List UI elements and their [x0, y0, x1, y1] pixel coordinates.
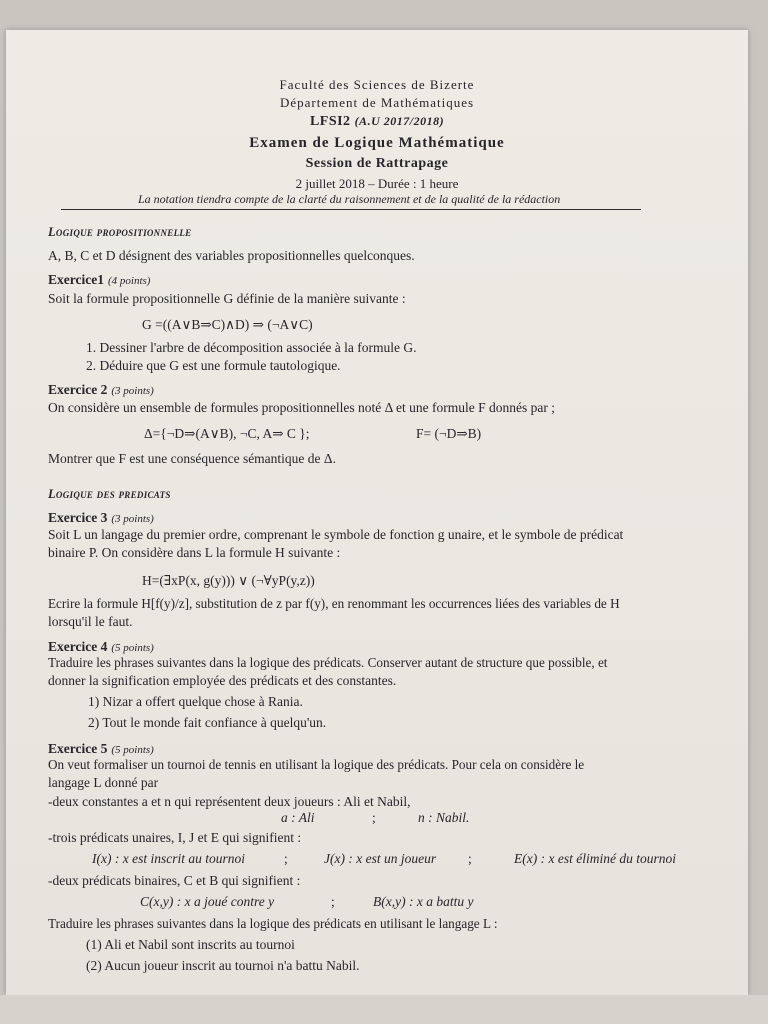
header-rule — [61, 209, 641, 210]
exercise1-points: (4 points) — [107, 275, 151, 287]
predicate-b: B(x,y) : x a battu y — [373, 894, 474, 909]
formula-h: H=(∃xP(x, g(y))) ∨ (¬∀yP(y,z)) — [142, 573, 315, 588]
exercise1-question-2: 2. Déduire que G est une formule tautologique. — [86, 358, 341, 373]
section-title-propositional: Logique propositionnelle — [48, 225, 192, 239]
constants-intro: -deux constantes a et n qui représentent deux joueurs : Ali et Nabil, — [48, 794, 411, 809]
exercise5-sentence-2: (2) Aucun joueur inscrit au tournoi n'a battu Nabil. — [86, 958, 360, 973]
exam-title: Examen de Logique Mathématique — [249, 135, 505, 151]
exercise4-line-2: donner la signification employée des prédicats et des constantes. — [48, 673, 397, 688]
formula-g: G =((A∨B⇒C)∧D) ⇒ (¬A∨C) — [142, 317, 313, 332]
predicate-separator-2: ; — [468, 851, 472, 866]
exercise1-question-1: 1. Dessiner l'arbre de décomposition associée à la formule G. — [86, 340, 417, 355]
predicate-i: I(x) : x est inscrit au tournoi — [92, 851, 245, 866]
exercise5-line-2: langage L donné par — [48, 775, 159, 790]
exam-sheet — [6, 30, 748, 995]
exercise2-question: Montrer que F est une conséquence sémantique de Δ. — [48, 451, 336, 466]
binary-predicates-intro: -deux prédicats binaires, C et B qui signifient : — [48, 873, 301, 888]
page-edge — [0, 995, 768, 1024]
predicate-separator-3: ; — [331, 894, 335, 909]
exercise4-points: (5 points) — [111, 642, 154, 654]
constant-a: a : Ali — [281, 810, 315, 825]
formula-delta: Δ={¬D⇒(A∨B), ¬C, A⇒ C }; — [144, 426, 310, 441]
level-year — [6, 114, 748, 130]
exercise5-sentence-1: (1) Ali et Nabil sont inscrits au tournoi — [86, 937, 295, 952]
level: LFSI2 — [309, 114, 351, 129]
exercise5-heading — [48, 740, 154, 758]
academic-year: (A.U 2017/2018) — [354, 114, 445, 128]
exercise5-translate: Traduire les phrases suivantes dans la logique des prédicats en utilisant le langage L : — [48, 916, 498, 931]
exercise3-points: (3 points) — [111, 513, 154, 525]
exercise4-heading — [48, 638, 154, 656]
part1-intro: A, B, C et D désignent des variables propositionnelles quelconques. — [48, 248, 415, 263]
exercise3-heading — [48, 509, 154, 527]
exercise4-line-1: Traduire les phrases suivantes dans la logique des prédicats. Conserver autant de structure que possible, et — [48, 655, 608, 670]
exercise3-line-1: Soit L un langage du premier ordre, comprenant le symbole de fonction g unaire, et le symbole de prédicat — [48, 527, 624, 542]
predicate-e: E(x) : x est éliminé du tournoi — [514, 851, 676, 866]
exercise5-points: (5 points) — [111, 744, 154, 756]
exercise5-title: Exercice 5 — [48, 741, 108, 756]
exercise3-line-4: lorsqu'il le faut. — [48, 614, 133, 629]
unary-predicates-intro: -trois prédicats unaires, I, J et E qui signifient : — [48, 830, 302, 845]
exercise1-heading — [48, 271, 150, 289]
date-duration: 2 juillet 2018 – Durée : 1 heure — [295, 176, 459, 191]
exercise1-title: Exercice1 — [48, 272, 104, 287]
exercise3-line-2: binaire P. On considère dans L la formule H suivante : — [48, 545, 341, 560]
predicate-c: C(x,y) : x a joué contre y — [140, 894, 275, 909]
constant-n: n : Nabil. — [418, 810, 470, 825]
formula-f: F= (¬D⇒B) — [416, 426, 482, 441]
department-name: Département de Mathématiques — [279, 95, 475, 110]
exercise2-heading — [48, 381, 154, 399]
predicate-separator-1: ; — [284, 851, 288, 866]
constants-separator: ; — [372, 810, 376, 825]
section-title-predicates: Logique des predicats — [48, 487, 171, 501]
exercise4-title: Exercice 4 — [48, 639, 108, 654]
exercise4-sentence-1: 1) Nizar a offert quelque chose à Rania. — [88, 694, 303, 709]
exercise2-points: (3 points) — [111, 385, 154, 397]
exercise1-statement: Soit la formule propositionnelle G définie de la manière suivante : — [48, 291, 406, 306]
exercise2-title: Exercice 2 — [48, 382, 108, 397]
faculty-name: Faculté des Sciences de Bizerte — [279, 77, 475, 92]
grading-note: La notation tiendra compte de la clarté du raisonnement et de la qualité de la rédaction — [138, 192, 561, 206]
exercise4-sentence-2: 2) Tout le monde fait confiance à quelqu'un. — [88, 715, 327, 730]
exercise5-line-1: On veut formaliser un tournoi de tennis en utilisant la logique des prédicats. Pour cela on considère le — [48, 757, 585, 772]
exercise3-title: Exercice 3 — [48, 510, 108, 525]
predicate-j: J(x) : x est un joueur — [324, 851, 437, 866]
session-title: Session de Rattrapage — [305, 156, 449, 171]
exercise3-line-3: Ecrire la formule H[f(y)/z], substitution de z par f(y), en renommant les occurrences liées des variables de H — [48, 596, 620, 611]
exercise2-statement: On considère un ensemble de formules propositionnelles noté Δ et une formule F donnés par ; — [48, 400, 555, 415]
